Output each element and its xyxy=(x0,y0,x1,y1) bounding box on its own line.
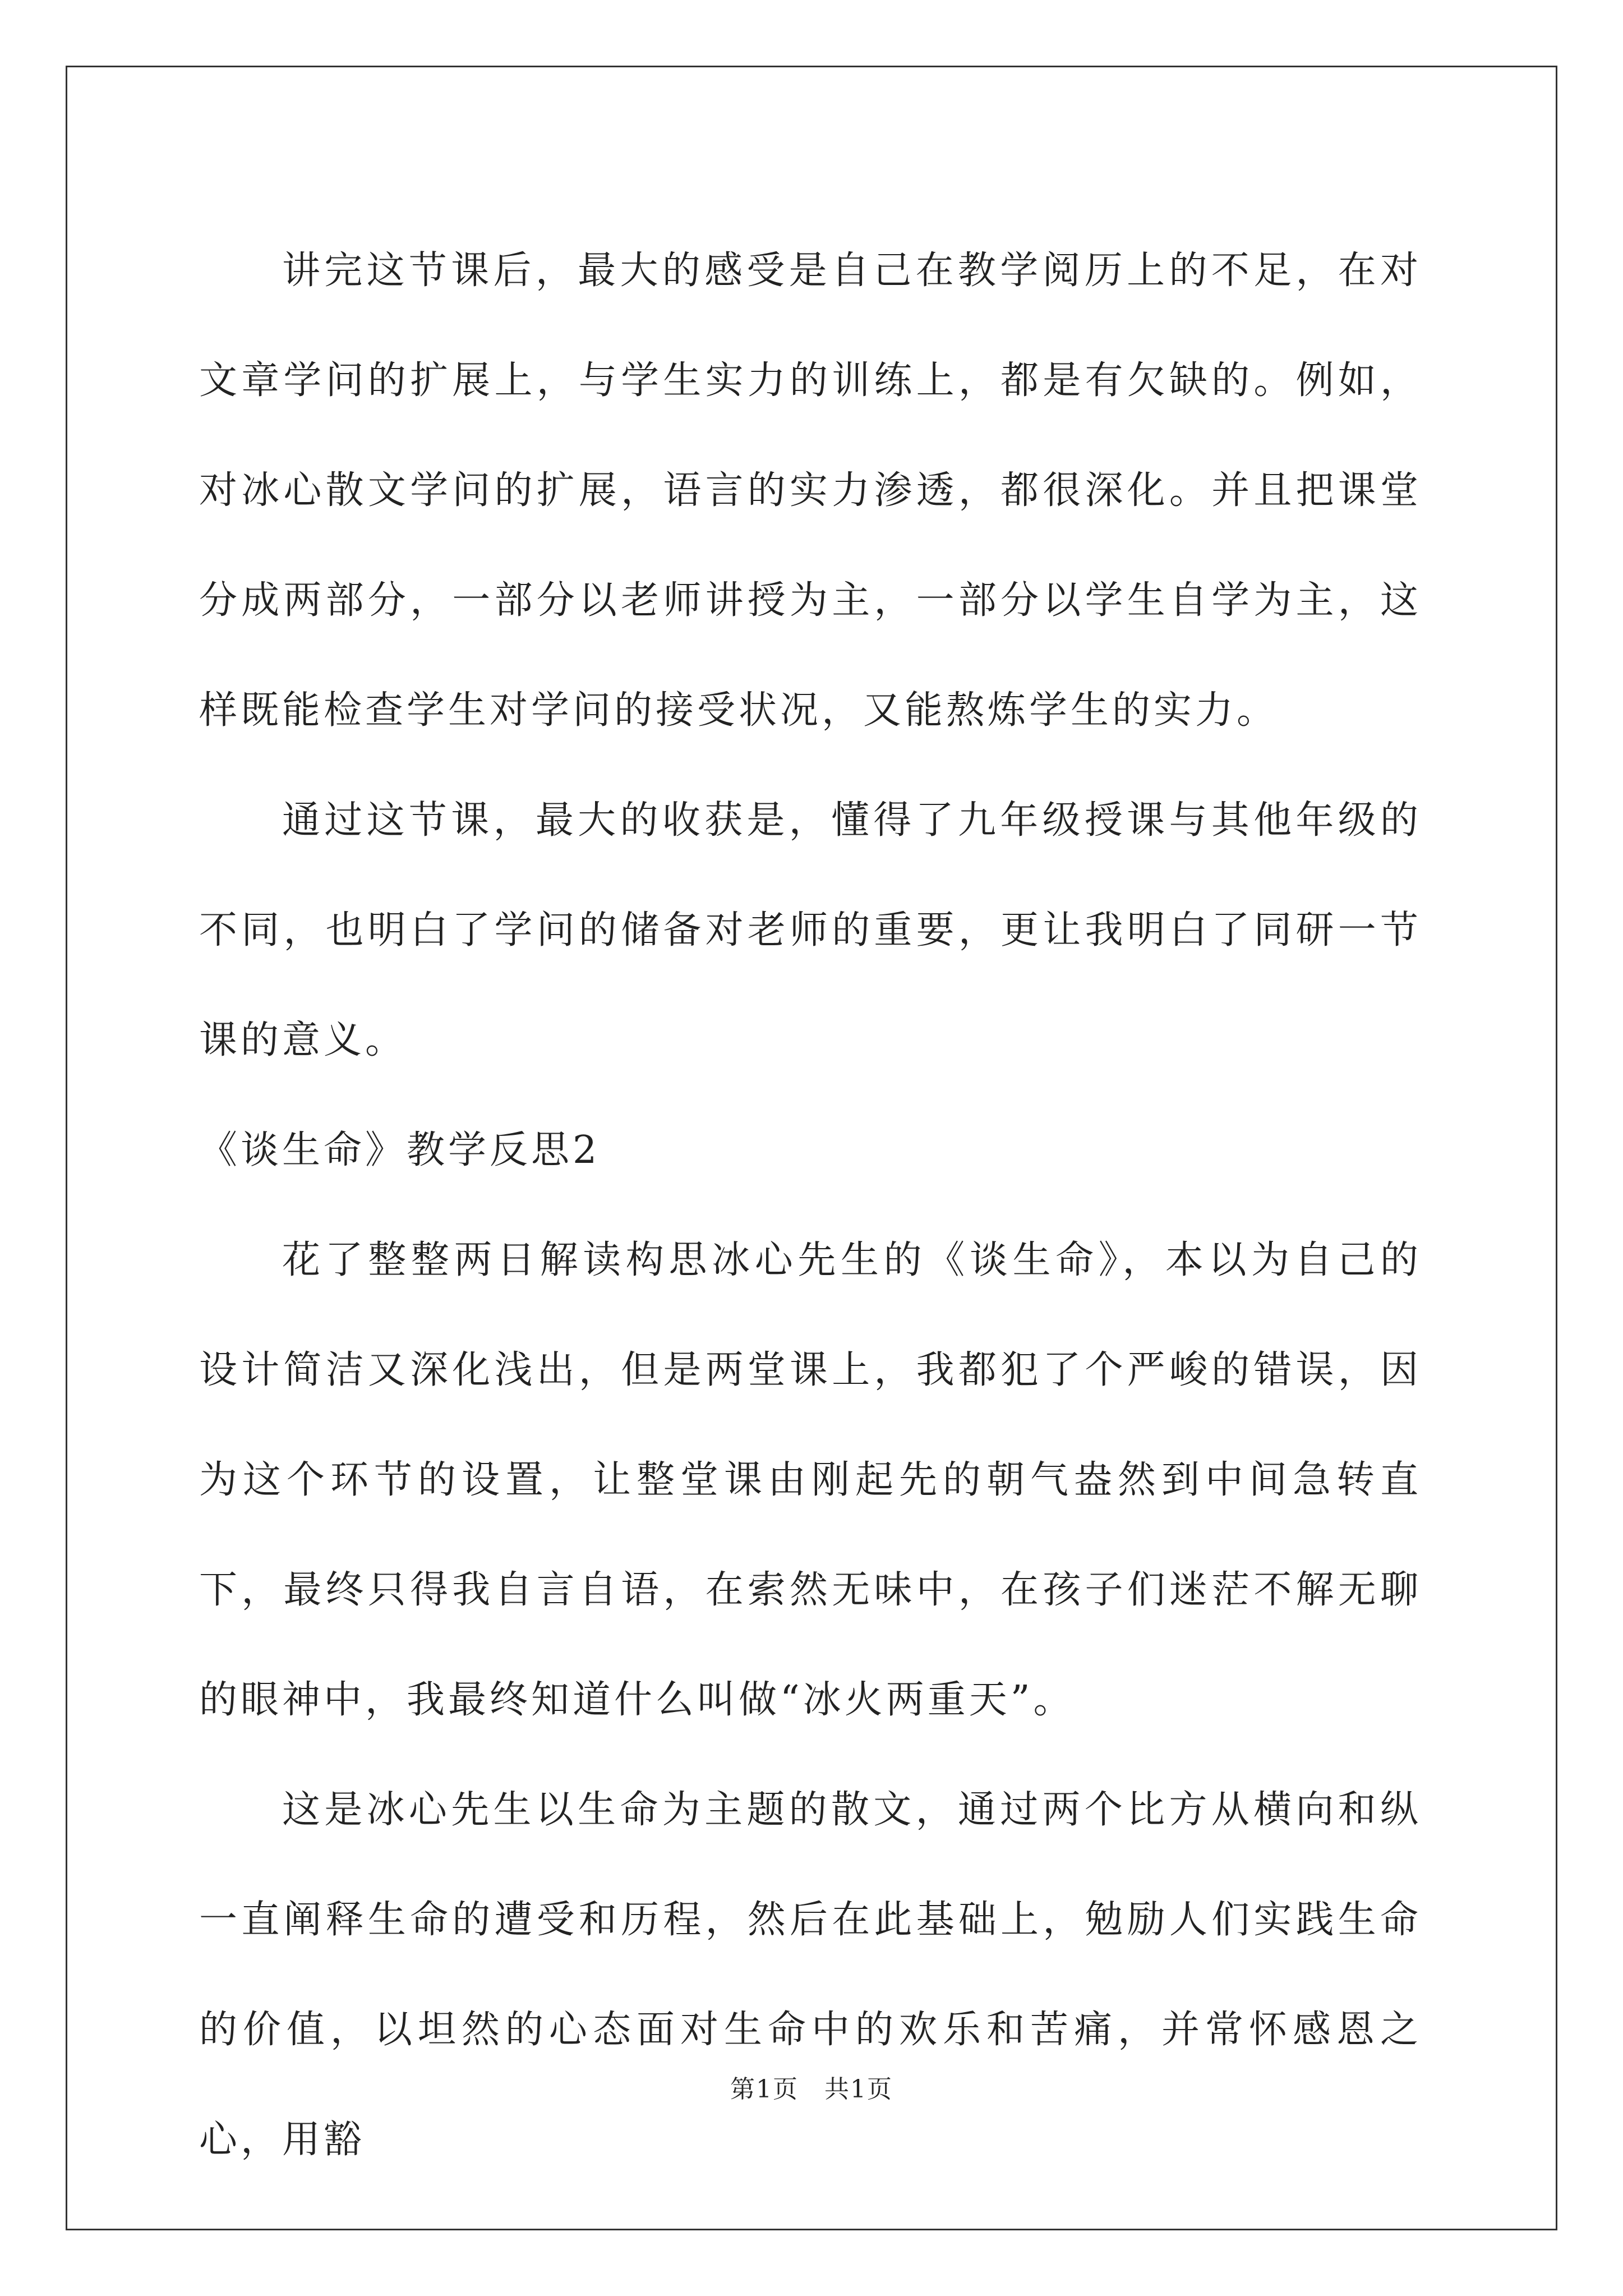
paragraph: 这是冰心先生以生命为主题的散文，通过两个比方从横向和纵一直阐释生命的遭受和历程，然后在此基础上，勉励人们实践生命的价值，以坦然的心态面对生命中的欢乐和苦痛，并常怀感恩之心，用豁 xyxy=(199,1788,1422,2162)
document-body xyxy=(199,216,1422,2195)
paragraph: 讲完这节课后，最大的感受是自己在教学阅历上的不足，在对文章学问的扩展上，与学生实力的训练上，都是有欠缺的。例如，对冰心散文学问的扩展，语言的实力渗透，都很深化。并且把课堂分成两部分，一部分以老师讲授为主，一部分以学生自学为主，这样既能检查学生对学问的接受状况，又能熬炼学生的实力。 xyxy=(199,249,1422,733)
section-heading: 《谈生命》教学反思2 xyxy=(199,1128,601,1172)
paragraph: 通过这节课，最大的收获是，懂得了九年级授课与其他年级的不同，也明白了学问的储备对老师的重要，更让我明白了同研一节课的意义。 xyxy=(199,798,1422,1062)
paragraph: 花了整整两日解读构思冰心先生的《谈生命》，本以为自己的设计简洁又深化浅出，但是两堂课上，我都犯了个严峻的错误，因为这个环节的设置，让整堂课由刚起先的朝气盎然到中间急转直下，最终只得我自言自语，在索然无味中，在孩子们迷茫不解无聊的眼神中，我最终知道什么叫做“冰火两重天”。 xyxy=(199,1238,1422,1722)
page-footer: 第1页 共1页 xyxy=(730,2075,893,2104)
